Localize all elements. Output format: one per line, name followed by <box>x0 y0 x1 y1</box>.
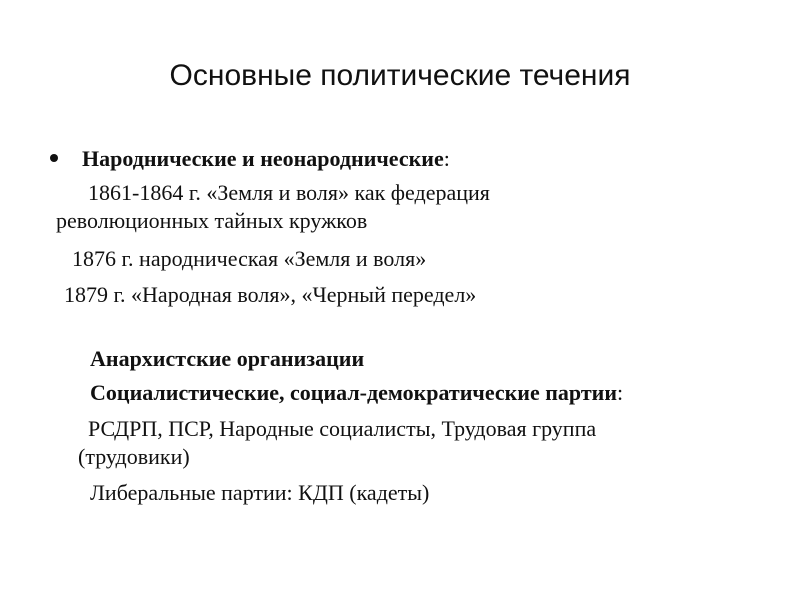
heading-colon: : <box>617 380 624 405</box>
item-line: 1879 г. «Народная воля», «Черный передел» <box>64 282 477 307</box>
item-line: РСДРП, ПСР, Народные социалисты, Трудовая группа <box>88 416 597 441</box>
item-line: (трудовики) <box>78 444 190 469</box>
item-line: 1861-1864 г. «Земля и воля» как федерация <box>88 180 490 205</box>
item-heading-socialists <box>90 380 623 406</box>
bullet-icon <box>50 154 58 162</box>
item-heading-populists <box>82 146 450 172</box>
item-line: революционных тайных кружков <box>56 208 368 233</box>
item-line: 1876 г. народническая «Земля и воля» <box>72 246 427 271</box>
item-heading-anarchists: Анархистские организации <box>90 346 365 371</box>
slide-title: Основные политические течения <box>169 59 631 92</box>
item-liberals: Либеральные партии: КДП (кадеты) <box>90 480 430 505</box>
heading-text: Народнические и неонароднические <box>82 146 444 171</box>
heading-colon: : <box>443 146 450 171</box>
heading-text: Социалистические, социал-демократические партии <box>90 380 618 405</box>
